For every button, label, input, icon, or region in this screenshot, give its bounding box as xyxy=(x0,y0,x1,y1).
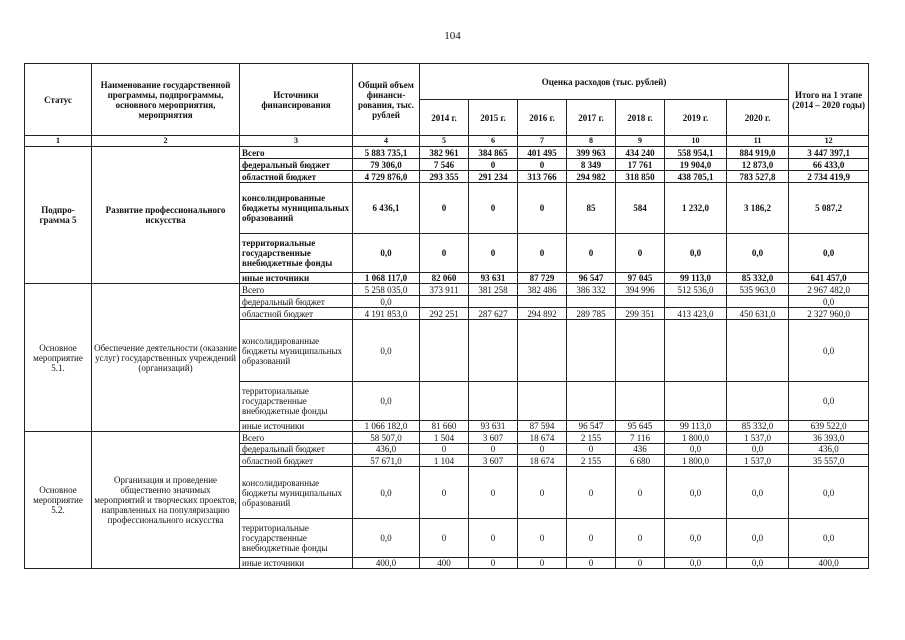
year-value-cell xyxy=(616,296,665,308)
year-value-cell: 85 332,0 xyxy=(727,421,789,432)
year-value-cell: 294 982 xyxy=(567,171,616,183)
year-value-cell: 0 xyxy=(567,444,616,455)
year-value-cell: 0 xyxy=(469,159,518,171)
column-number: 8 xyxy=(567,136,616,147)
year-value-cell: 0 xyxy=(469,183,518,234)
column-number: 2 xyxy=(92,136,240,147)
year-value-cell: 450 631,0 xyxy=(727,308,789,320)
year-value-cell: 3 607 xyxy=(469,455,518,467)
program-name-cell: Обеспечение деятельности (оказание услуг) государственных учреждений (организаций) xyxy=(92,284,240,432)
year-value-cell xyxy=(469,320,518,382)
status-cell: Основное мероприятие 5.1. xyxy=(25,284,92,432)
year-value-cell: 18 674 xyxy=(518,432,567,444)
year-value-cell: 0,0 xyxy=(727,234,789,273)
total-volume-cell: 1 068 117,0 xyxy=(353,273,420,284)
source-cell: иные источники xyxy=(240,421,353,432)
year-value-cell: 293 355 xyxy=(420,171,469,183)
year-value-cell xyxy=(420,320,469,382)
column-number: 11 xyxy=(727,136,789,147)
year-value-cell: 18 674 xyxy=(518,455,567,467)
status-cell: Основное мероприятие 5.2. xyxy=(25,432,92,569)
year-value-cell: 0 xyxy=(469,467,518,519)
source-cell: федеральный бюджет xyxy=(240,296,353,308)
year-value-cell: 87 594 xyxy=(518,421,567,432)
total-volume-cell: 0,0 xyxy=(353,382,420,421)
column-number: 5 xyxy=(420,136,469,147)
year-value-cell: 1 800,0 xyxy=(665,455,727,467)
year-value-cell xyxy=(665,320,727,382)
year-value-cell: 0 xyxy=(420,519,469,558)
year-value-cell: 1 104 xyxy=(420,455,469,467)
year-value-cell: 99 113,0 xyxy=(665,273,727,284)
year-value-cell: 0 xyxy=(567,519,616,558)
source-cell: областной бюджет xyxy=(240,455,353,467)
total-volume-cell: 0,0 xyxy=(353,320,420,382)
year-value-cell: 0 xyxy=(616,467,665,519)
column-number: 3 xyxy=(240,136,353,147)
year-value-cell: 381 258 xyxy=(469,284,518,296)
year-value-cell: 19 904,0 xyxy=(665,159,727,171)
year-value-cell: 0 xyxy=(518,519,567,558)
year-value-cell: 6 680 xyxy=(616,455,665,467)
source-cell: территориальные государственные внебюджетные фонды xyxy=(240,382,353,421)
year-value-cell: 81 660 xyxy=(420,421,469,432)
header-year: 2018 г. xyxy=(616,100,665,136)
year-value-cell xyxy=(616,382,665,421)
year-value-cell: 0 xyxy=(616,234,665,273)
year-value-cell: 0 xyxy=(420,444,469,455)
stage-total-cell: 35 557,0 xyxy=(789,455,869,467)
total-volume-cell: 1 066 182,0 xyxy=(353,421,420,432)
source-cell: Всего xyxy=(240,147,353,159)
year-value-cell: 512 536,0 xyxy=(665,284,727,296)
year-value-cell: 1 232,0 xyxy=(665,183,727,234)
year-value-cell xyxy=(616,320,665,382)
year-value-cell: 0 xyxy=(469,519,518,558)
year-value-cell: 82 060 xyxy=(420,273,469,284)
total-volume-cell: 57 671,0 xyxy=(353,455,420,467)
year-value-cell: 1 800,0 xyxy=(665,432,727,444)
source-cell: консолидированные бюджеты муниципальных образований xyxy=(240,183,353,234)
year-value-cell: 289 785 xyxy=(567,308,616,320)
column-number-row xyxy=(25,136,869,147)
year-value-cell: 399 963 xyxy=(567,147,616,159)
year-value-cell: 884 919,0 xyxy=(727,147,789,159)
year-value-cell: 0,0 xyxy=(665,444,727,455)
total-volume-cell: 436,0 xyxy=(353,444,420,455)
total-volume-cell: 5 883 735,1 xyxy=(353,147,420,159)
year-value-cell: 382 486 xyxy=(518,284,567,296)
stage-total-cell: 3 447 397,1 xyxy=(789,147,869,159)
year-value-cell xyxy=(665,296,727,308)
year-value-cell: 0 xyxy=(518,558,567,569)
year-value-cell xyxy=(469,382,518,421)
header-estimate: Оценка расходов (тыс. рублей) xyxy=(420,64,789,100)
stage-total-cell: 66 433,0 xyxy=(789,159,869,171)
program-name-cell: Развитие профессионального искусства xyxy=(92,147,240,284)
year-value-cell: 0 xyxy=(420,183,469,234)
year-value-cell: 93 631 xyxy=(469,421,518,432)
source-cell: территориальные государственные внебюджетные фонды xyxy=(240,519,353,558)
year-value-cell: 0 xyxy=(420,234,469,273)
total-volume-cell: 0,0 xyxy=(353,467,420,519)
year-value-cell xyxy=(727,320,789,382)
year-value-cell: 0 xyxy=(616,558,665,569)
year-value-cell: 0 xyxy=(469,234,518,273)
year-value-cell: 0 xyxy=(469,444,518,455)
year-value-cell: 299 351 xyxy=(616,308,665,320)
year-value-cell: 2 155 xyxy=(567,455,616,467)
source-cell: территориальные государственные внебюджетные фонды xyxy=(240,234,353,273)
header-year: 2015 г. xyxy=(469,100,518,136)
year-value-cell: 99 113,0 xyxy=(665,421,727,432)
header-year: 2017 г. xyxy=(567,100,616,136)
source-cell: Всего xyxy=(240,284,353,296)
year-value-cell: 1 504 xyxy=(420,432,469,444)
stage-total-cell: 5 087,2 xyxy=(789,183,869,234)
header-total-volume: Общий объем финанси-рования, тыс. рублей xyxy=(353,64,420,136)
year-value-cell: 0,0 xyxy=(665,234,727,273)
year-value-cell: 0 xyxy=(518,183,567,234)
source-cell: Всего xyxy=(240,432,353,444)
year-value-cell xyxy=(727,382,789,421)
column-number: 7 xyxy=(518,136,567,147)
source-cell: областной бюджет xyxy=(240,308,353,320)
table-row xyxy=(25,284,869,296)
year-value-cell xyxy=(727,296,789,308)
total-volume-cell: 0,0 xyxy=(353,519,420,558)
page-number: 104 xyxy=(444,30,461,42)
source-cell: иные источники xyxy=(240,558,353,569)
year-value-cell xyxy=(567,320,616,382)
year-value-cell: 96 547 xyxy=(567,273,616,284)
year-value-cell: 12 873,0 xyxy=(727,159,789,171)
stage-total-cell: 0,0 xyxy=(789,519,869,558)
total-volume-cell: 400,0 xyxy=(353,558,420,569)
year-value-cell: 0 xyxy=(469,558,518,569)
year-value-cell: 313 766 xyxy=(518,171,567,183)
year-value-cell: 0,0 xyxy=(727,558,789,569)
year-value-cell: 87 729 xyxy=(518,273,567,284)
year-value-cell: 0,0 xyxy=(727,444,789,455)
year-value-cell: 0 xyxy=(567,558,616,569)
total-volume-cell: 58 507,0 xyxy=(353,432,420,444)
year-value-cell: 373 911 xyxy=(420,284,469,296)
year-value-cell: 0 xyxy=(567,467,616,519)
budget-table xyxy=(24,63,869,569)
year-value-cell xyxy=(665,382,727,421)
year-value-cell: 382 961 xyxy=(420,147,469,159)
year-value-cell: 3 607 xyxy=(469,432,518,444)
year-value-cell: 0,0 xyxy=(727,519,789,558)
year-value-cell: 0 xyxy=(518,159,567,171)
year-value-cell: 7 116 xyxy=(616,432,665,444)
year-value-cell: 1 537,0 xyxy=(727,455,789,467)
source-cell: консолидированные бюджеты муниципальных образований xyxy=(240,320,353,382)
stage-total-cell: 641 457,0 xyxy=(789,273,869,284)
source-cell: федеральный бюджет xyxy=(240,159,353,171)
year-value-cell xyxy=(567,296,616,308)
stage-total-cell: 0,0 xyxy=(789,467,869,519)
source-cell: консолидированные бюджеты муниципальных образований xyxy=(240,467,353,519)
year-value-cell: 292 251 xyxy=(420,308,469,320)
year-value-cell: 783 527,8 xyxy=(727,171,789,183)
column-number: 10 xyxy=(665,136,727,147)
year-value-cell: 8 349 xyxy=(567,159,616,171)
year-value-cell: 384 865 xyxy=(469,147,518,159)
year-value-cell: 438 705,1 xyxy=(665,171,727,183)
year-value-cell: 558 954,1 xyxy=(665,147,727,159)
budget-table-body xyxy=(25,147,869,569)
total-volume-cell: 5 258 035,0 xyxy=(353,284,420,296)
source-cell: иные источники xyxy=(240,273,353,284)
year-value-cell: 0,0 xyxy=(665,558,727,569)
total-volume-cell: 0,0 xyxy=(353,296,420,308)
year-value-cell: 318 850 xyxy=(616,171,665,183)
header-year: 2019 г. xyxy=(665,100,727,136)
year-value-cell: 401 495 xyxy=(518,147,567,159)
stage-total-cell: 400,0 xyxy=(789,558,869,569)
year-value-cell: 1 537,0 xyxy=(727,432,789,444)
column-number: 1 xyxy=(25,136,92,147)
year-value-cell: 0 xyxy=(616,519,665,558)
year-value-cell: 0 xyxy=(518,234,567,273)
column-number: 6 xyxy=(469,136,518,147)
source-cell: федеральный бюджет xyxy=(240,444,353,455)
year-value-cell: 535 963,0 xyxy=(727,284,789,296)
year-value-cell xyxy=(518,382,567,421)
year-value-cell xyxy=(469,296,518,308)
year-value-cell: 85 332,0 xyxy=(727,273,789,284)
stage-total-cell: 436,0 xyxy=(789,444,869,455)
table-row xyxy=(25,147,869,159)
header-year: 2016 г. xyxy=(518,100,567,136)
year-value-cell: 0,0 xyxy=(665,467,727,519)
year-value-cell: 0,0 xyxy=(727,467,789,519)
column-number: 9 xyxy=(616,136,665,147)
total-volume-cell: 0,0 xyxy=(353,234,420,273)
year-value-cell xyxy=(420,296,469,308)
year-value-cell: 434 240 xyxy=(616,147,665,159)
total-volume-cell: 6 436,1 xyxy=(353,183,420,234)
stage-total-cell: 0,0 xyxy=(789,382,869,421)
year-value-cell: 386 332 xyxy=(567,284,616,296)
year-value-cell: 291 234 xyxy=(469,171,518,183)
year-value-cell: 400 xyxy=(420,558,469,569)
stage-total-cell: 639 522,0 xyxy=(789,421,869,432)
stage-total-cell: 0,0 xyxy=(789,320,869,382)
stage-total-cell: 36 393,0 xyxy=(789,432,869,444)
year-value-cell: 7 546 xyxy=(420,159,469,171)
year-value-cell: 85 xyxy=(567,183,616,234)
header-status: Статус xyxy=(25,64,92,136)
column-number: 12 xyxy=(789,136,869,147)
year-value-cell: 3 186,2 xyxy=(727,183,789,234)
stage-total-cell: 0,0 xyxy=(789,296,869,308)
year-value-cell xyxy=(420,382,469,421)
year-value-cell xyxy=(518,296,567,308)
year-value-cell: 287 627 xyxy=(469,308,518,320)
header-stage-total: Итого на 1 этапе (2014 – 2020 годы) xyxy=(789,64,869,136)
year-value-cell: 436 xyxy=(616,444,665,455)
year-value-cell: 97 045 xyxy=(616,273,665,284)
status-cell: Подпро-грамма 5 xyxy=(25,147,92,284)
header-year: 2020 г. xyxy=(727,100,789,136)
year-value-cell: 2 155 xyxy=(567,432,616,444)
year-value-cell: 294 892 xyxy=(518,308,567,320)
year-value-cell xyxy=(567,382,616,421)
year-value-cell: 93 631 xyxy=(469,273,518,284)
header-year: 2014 г. xyxy=(420,100,469,136)
year-value-cell: 96 547 xyxy=(567,421,616,432)
header-sources: Источники финансирования xyxy=(240,64,353,136)
source-cell: областной бюджет xyxy=(240,171,353,183)
table-row xyxy=(25,432,869,444)
year-value-cell: 95 645 xyxy=(616,421,665,432)
year-value-cell: 17 761 xyxy=(616,159,665,171)
program-name-cell: Организация и проведение общественно значимых мероприятий и творческих проектов, направленных на популяризацию профессионального искусства xyxy=(92,432,240,569)
column-number: 4 xyxy=(353,136,420,147)
stage-total-cell: 0,0 xyxy=(789,234,869,273)
year-value-cell: 0,0 xyxy=(665,519,727,558)
stage-total-cell: 2 967 482,0 xyxy=(789,284,869,296)
year-value-cell: 0 xyxy=(420,467,469,519)
year-value-cell: 584 xyxy=(616,183,665,234)
total-volume-cell: 4 729 876,0 xyxy=(353,171,420,183)
year-value-cell: 394 996 xyxy=(616,284,665,296)
year-value-cell: 413 423,0 xyxy=(665,308,727,320)
year-value-cell: 0 xyxy=(518,467,567,519)
total-volume-cell: 79 306,0 xyxy=(353,159,420,171)
stage-total-cell: 2 734 419,9 xyxy=(789,171,869,183)
year-value-cell: 0 xyxy=(567,234,616,273)
year-value-cell xyxy=(518,320,567,382)
header-name: Наименование государственной программы, подпрограммы, основного мероприятия, мероприятия xyxy=(92,64,240,136)
total-volume-cell: 4 191 853,0 xyxy=(353,308,420,320)
year-value-cell: 0 xyxy=(518,444,567,455)
stage-total-cell: 2 327 960,0 xyxy=(789,308,869,320)
